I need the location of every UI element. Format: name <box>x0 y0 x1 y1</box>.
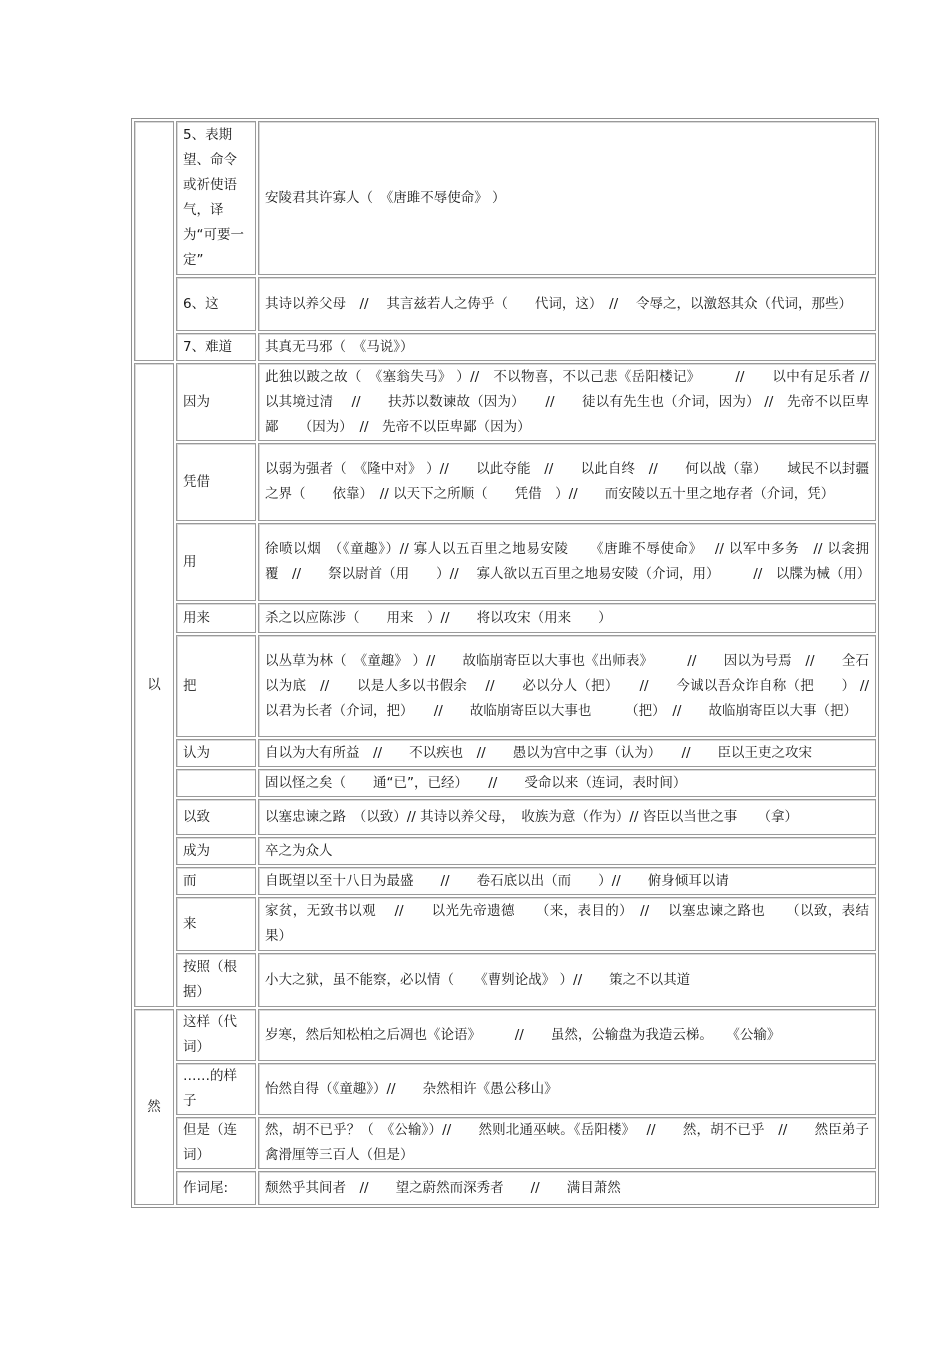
meaning-cell: 来 <box>176 897 256 951</box>
examples-cell: 以塞忠谏之路 （以致）// 其诗以养父母， 收族为意（作为）// 咨臣以当世之事 （拿） <box>258 799 876 835</box>
examples-cell: 家贫，无致书以观 // 以光先帝遗德 （来，表目的） // 以塞忠谏之路也 （以致，表结果） <box>258 897 876 951</box>
meaning-cell <box>176 769 256 797</box>
table-row <box>134 953 876 1007</box>
examples-cell: 然，胡不已乎？（ 《公输》）// 然则北通巫峡。《岳阳楼》 // 然，胡不已乎 // 然臣弟子禽滑厘等三百人（但是） <box>258 1117 876 1169</box>
table-row <box>134 739 876 767</box>
meaning-cell: 用 <box>176 523 256 601</box>
table-row <box>134 1009 876 1061</box>
table-body <box>134 121 896 1205</box>
examples-cell: 其诗以养父母 // 其言兹若人之俦乎（ 代词，这） // 令辱之，以激怒其众（代词，那些） <box>258 277 876 331</box>
meaning-cell: 5、表期望、命令或祈使语气，译为“可要一定” <box>176 121 256 275</box>
examples-cell: 安陵君其许寡人（ 《唐雎不辱使命》 ） <box>258 121 876 275</box>
table-row <box>134 1117 876 1169</box>
table-row <box>134 799 876 835</box>
examples-cell: 以弱为强者（ 《隆中对》 ）// 以此夺能 // 以此自终 // 何以战（靠） 域民不以封疆之界（ 依靠） // 以天下之所顺（ 凭借 ）// 而安陵以五十里之地存者（介词，凭） <box>258 443 876 521</box>
meaning-cell: 因为 <box>176 363 256 441</box>
document-page <box>131 118 896 1208</box>
table-row <box>134 523 876 601</box>
meaning-cell: 以致 <box>176 799 256 835</box>
examples-cell: 自既望以至十八日为最盛 // 卷石底以出（而 ）// 俯身倾耳以请 <box>258 867 876 895</box>
table-row <box>134 333 876 361</box>
character-cell: 然 <box>134 1009 174 1205</box>
meaning-cell: 按照（根据） <box>176 953 256 1007</box>
meaning-cell: 认为 <box>176 739 256 767</box>
classical-chinese-function-word-table <box>131 118 896 1208</box>
table-row <box>134 897 876 951</box>
meaning-cell: 把 <box>176 635 256 737</box>
table-row <box>134 837 876 865</box>
meaning-cell: 但是（连词） <box>176 1117 256 1169</box>
meaning-cell: 凭借 <box>176 443 256 521</box>
examples-cell: 卒之为众人 <box>258 837 876 865</box>
meaning-cell: 而 <box>176 867 256 895</box>
table-row <box>134 603 876 633</box>
character-cell: 以 <box>134 363 174 1007</box>
character-cell <box>134 121 174 361</box>
meaning-cell: 作词尾: <box>176 1171 256 1205</box>
examples-cell: 颓然乎其间者 // 望之蔚然而深秀者 // 满目萧然 <box>258 1171 876 1205</box>
examples-cell: 怡然自得（《童趣》）// 杂然相许《愚公移山》 <box>258 1063 876 1115</box>
table-row <box>134 769 876 797</box>
examples-cell: 自以为大有所益 // 不以疾也 // 愚以为宫中之事（认为） // 臣以王吏之攻宋 <box>258 739 876 767</box>
meaning-cell: 成为 <box>176 837 256 865</box>
table-row <box>134 635 876 737</box>
table-row <box>134 277 876 331</box>
examples-cell: 固以怪之矣（ 通“已”，已经） // 受命以来（连词，表时间） <box>258 769 876 797</box>
meaning-cell: 这样（代词） <box>176 1009 256 1061</box>
examples-cell: 此独以跛之故（ 《塞翁失马》 ）// 不以物喜，不以己悲《岳阳楼记》 // 以中有足乐者 // 以其境过清 // 扶苏以数谏故（因为） // 徒以有先生也（介词，因为） // 先帝不以臣卑鄙 （因为） // 先帝不以臣卑鄙（因为） <box>258 363 876 441</box>
meaning-cell: 7、难道 <box>176 333 256 361</box>
examples-cell: 徐喷以烟 （《童趣》）// 寡人以五百里之地易安陵 《唐雎不辱使命》 // 以军中多务 // 以衾拥覆 // 祭以尉首（用 ）// 寡人欲以五百里之地易安陵（介词，用） // 以牒为械（用） <box>258 523 876 601</box>
table-row <box>134 1063 876 1115</box>
meaning-cell: ……的样子 <box>176 1063 256 1115</box>
table-row <box>134 1171 876 1205</box>
meaning-cell: 用来 <box>176 603 256 633</box>
table-row <box>134 121 876 275</box>
examples-cell: 其真无马邪（ 《马说》） <box>258 333 876 361</box>
table-row <box>134 443 876 521</box>
meaning-cell: 6、这 <box>176 277 256 331</box>
examples-cell: 以丛草为林（ 《童趣》 ）// 故临崩寄臣以大事也《出师表》 // 因以为号焉 // 全石以为底 // 以是人多以书假余 // 必以分人（把） // 今诚以吾众诈自称（把 ） // 以君为长者（介词，把） // 故临崩寄臣以大事也 （把） // 故临崩寄臣以大事（把） <box>258 635 876 737</box>
table-row <box>134 867 876 895</box>
table-row <box>134 363 876 441</box>
examples-cell: 杀之以应陈涉（ 用来 ）// 将以攻宋（用来 ） <box>258 603 876 633</box>
examples-cell: 岁寒，然后知松柏之后凋也《论语》 // 虽然，公输盘为我造云梯。 《公输》 <box>258 1009 876 1061</box>
examples-cell: 小大之狱，虽不能察，必以情（ 《曹刿论战》 ）// 策之不以其道 <box>258 953 876 1007</box>
